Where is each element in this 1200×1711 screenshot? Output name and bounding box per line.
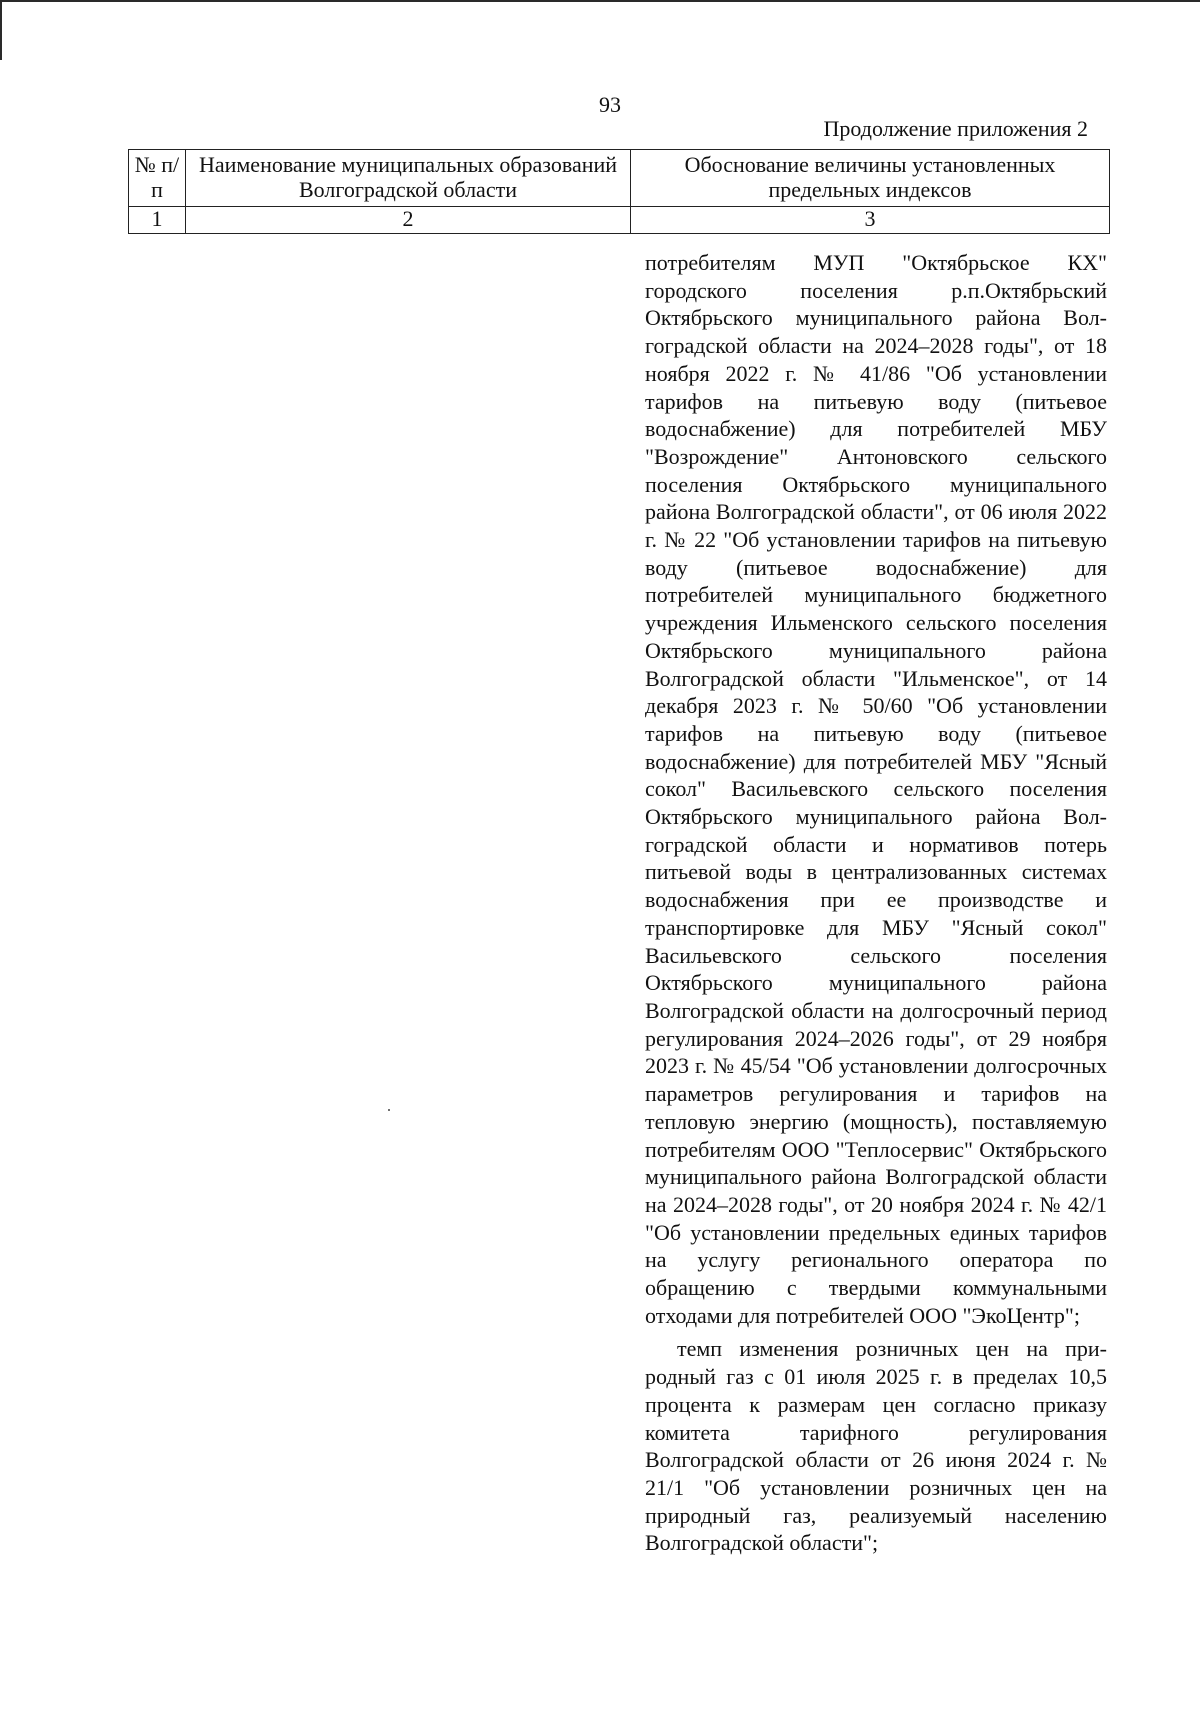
header-table <box>128 149 1110 234</box>
paragraph-gas-prices: темп изменения розничных цен на природный газ с 01 июля 2025 г. в пределах 10,5 процента к размерам цен согласно приказу комитета тарифного регулирования Волгоградской области от 26 июня 2024 г. № 21/1 "Об установлении розничных цен на природный газ, реализуемый населению Волгоградской области"; <box>645 1336 1107 1556</box>
column-number-3: 3 <box>631 207 1110 234</box>
header-cell-municipality: Наименование муниципальных образований Волгоградской области <box>186 150 631 207</box>
scan-border-left <box>0 0 2 60</box>
header-cell-justification: Обоснование величины установленных предельных индексов <box>631 150 1110 207</box>
column-number-1: 1 <box>129 207 186 234</box>
scan-border-top <box>0 0 1200 2</box>
page-number: 93 <box>599 92 621 117</box>
column-number-row <box>129 207 1110 234</box>
paragraph-tariff-orders: потребителям МУП "Октябрьское КХ" городского поселения р.п.Октябрьский Октябрьского муниципального района Волгоградской области на 2024–2028 годы", от 18 ноября 2022 г. № 41/86 "Об установлении тарифов на питьевую воду (питьевое водоснабжение) для потребителей МБУ "Возрождение" Антоновского сельского поселения Октябрьского муниципального района Волгоградской области", от 06 июля 2022 г. № 22 "Об установлении тарифов на питьевую воду (питьевое водоснабжение) для потребителей муниципального бюджетного учреждения Ильменского сельского поселения Октябрьского муниципального района Волгоградской области "Ильменское", от 14 декабря 2023 г. № 50/60 "Об установлении тарифов на питьевую воду (питьевое водоснабжение) для потребителей МБУ "Ясный сокол" Васильевского сельского поселения Октябрьского муниципального района Волгоградской области и нормативов потерь питьевой воды в централизованных системах водоснабжения при ее производстве и транспортировке для МБУ "Ясный сокол" Васильевского сельского поселения Октябрьского муниципального района Волгоградской области на долгосрочный период регулирования 2024–2026 годы", от 29 ноября 2023 г. № 45/54 "Об установлении долгосрочных параметров регулирования и тарифов на тепловую энергию (мощность), поставляемую потребителям ООО "Теплосервис" Октябрьского муниципального района Волгоградской области на 2024–2028 годы", от 20 ноября 2024 г. № 42/1 "Об установлении предельных единых тарифов на услугу регионального оператора по обращению с твердыми коммунальными отходами для потребителей ООО "ЭкоЦентр"; <box>645 250 1107 1328</box>
column-number-2: 2 <box>186 207 631 234</box>
appendix-continuation-label: Продолжение приложения 2 <box>823 116 1088 141</box>
header-row <box>129 150 1110 207</box>
justification-text <box>645 249 1107 1557</box>
header-cell-number: № п/п <box>129 150 186 207</box>
scan-speck <box>388 1109 390 1111</box>
